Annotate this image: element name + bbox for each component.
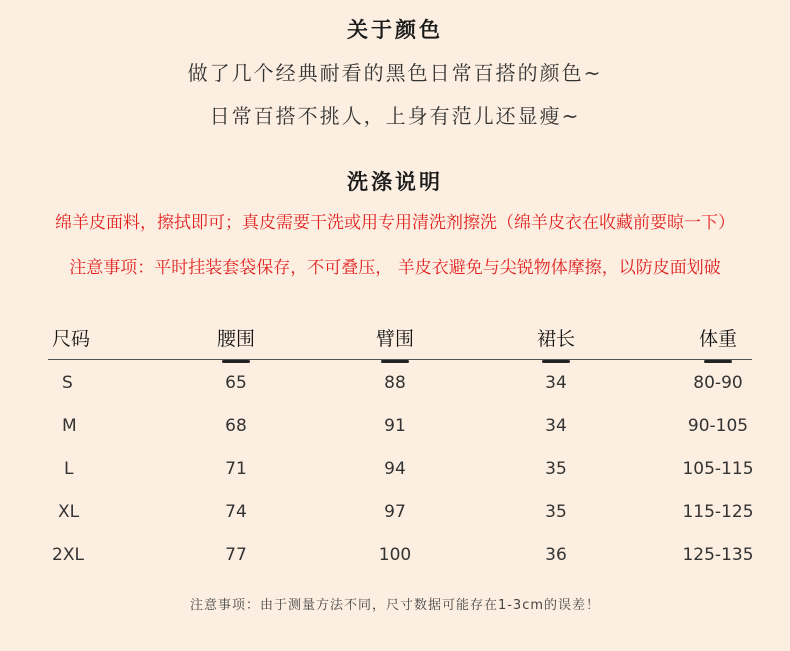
size-table	[0, 316, 790, 586]
washing-section-title: 洗涤说明	[347, 170, 443, 194]
table-cell-size: L	[64, 459, 74, 479]
table-cell-weight: 105-115	[682, 459, 754, 479]
table-cell-arm: 97	[384, 502, 406, 522]
header-underline-mark	[222, 360, 250, 363]
table-cell-skirt-length: 35	[545, 502, 567, 522]
measurement-disclaimer: 注意事项：由于测量方法不同，尺寸数据可能存在1-3cm的误差！	[189, 598, 601, 613]
table-cell-skirt-length: 34	[545, 373, 567, 393]
table-cell-size: XL	[58, 502, 80, 522]
header-underline-mark	[381, 360, 409, 363]
header-underline-mark	[704, 360, 732, 363]
table-cell-arm: 91	[384, 416, 406, 436]
table-cell-weight: 115-125	[682, 502, 754, 522]
color-section-title: 关于颜色	[347, 18, 443, 42]
table-cell-arm: 88	[384, 373, 406, 393]
color-description-line-1: 做了几个经典耐看的黑色日常百搭的颜色~	[187, 61, 603, 85]
table-cell-skirt-length: 34	[545, 416, 567, 436]
table-cell-waist: 74	[225, 502, 247, 522]
table-cell-waist: 71	[225, 459, 247, 479]
table-cell-size: S	[62, 373, 73, 393]
header-underline-mark	[542, 360, 570, 363]
header-weight: 体重	[698, 328, 738, 350]
table-cell-weight: 90-105	[687, 416, 749, 436]
table-cell-weight: 80-90	[693, 373, 743, 393]
table-cell-waist: 68	[225, 416, 247, 436]
header-waist: 腰围	[216, 328, 256, 350]
table-cell-size: M	[62, 416, 77, 436]
washing-caution-line: 注意事项：平时挂装套袋保存，不可叠压， 羊皮衣避免与尖锐物体摩擦，以防皮面划破	[69, 258, 721, 278]
header-size: 尺码	[52, 328, 91, 350]
table-cell-arm: 100	[378, 545, 412, 565]
color-description-line-2: 日常百搭不挑人，上身有范儿还显瘦~	[209, 104, 581, 128]
table-cell-arm: 94	[384, 459, 406, 479]
table-cell-waist: 65	[225, 373, 247, 393]
table-cell-size: 2XL	[52, 545, 84, 565]
table-cell-skirt-length: 35	[545, 459, 567, 479]
header-skirt-length: 裙长	[536, 328, 576, 350]
table-cell-weight: 125-135	[682, 545, 754, 565]
table-cell-skirt-length: 36	[545, 545, 567, 565]
header-arm: 臂围	[375, 328, 415, 350]
washing-instruction-line: 绵羊皮面料，擦拭即可；真皮需要干洗或用专用清洗剂擦洗（绵羊皮衣在收藏前要晾一下）	[55, 213, 735, 233]
table-cell-waist: 77	[225, 545, 247, 565]
